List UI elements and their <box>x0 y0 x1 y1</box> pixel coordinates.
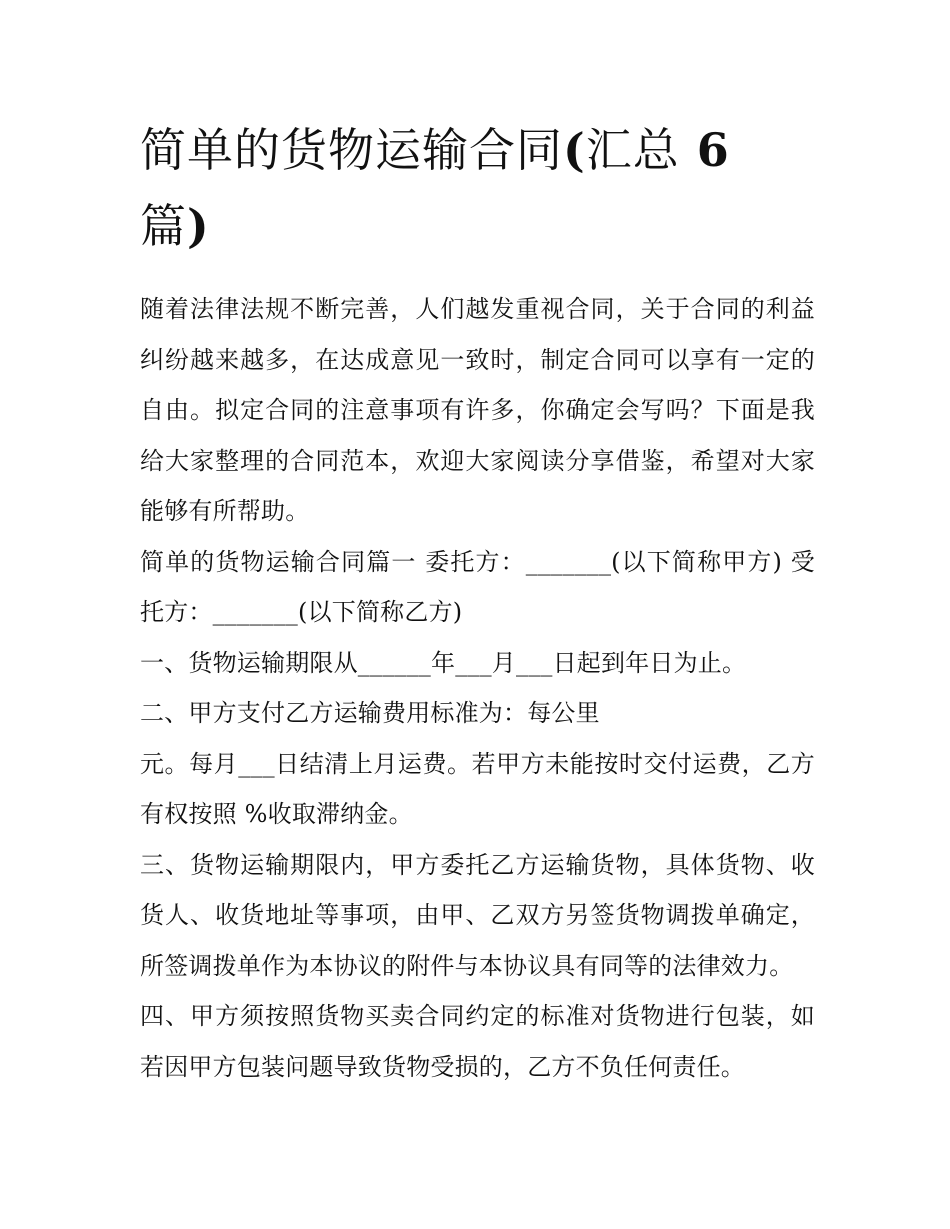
title-number: 6 <box>679 123 730 177</box>
document-title <box>140 112 815 264</box>
contract-parties-paragraph: 简单的货物运输合同篇一 委托方：_______(以下简称甲方) 受托方：_______(以下简称乙方) <box>140 547 815 626</box>
intro-paragraph: 随着法律法规不断完善，人们越发重视合同，关于合同的利益纠纷越来越多，在达成意见一致时，制定合同可以享有一定的自由。拟定合同的注意事项有许多，你确定会写吗？下面是我给大家整理的合同范本，欢迎大家阅读分享借鉴，希望对大家能够有所帮助。 <box>140 295 815 525</box>
title-paren: ( <box>563 123 586 177</box>
clause-1-paragraph: 一、货物运输期限从______年___月___日起到年日为止。 <box>140 648 747 677</box>
clause-3-paragraph: 三、货物运输期限内，甲方委托乙方运输货物，具体货物、收货人、收货地址等事项，由甲、乙双方另签货物调拨单确定，所签调拨单作为本协议的附件与本协议具有同等的法律效力。 <box>140 850 815 980</box>
title-close: ) <box>187 199 210 253</box>
document-body <box>140 284 815 1092</box>
clause-2-paragraph: 二、甲方支付乙方运输费用标准为：每公里 <box>140 699 600 727</box>
title-suffix: 汇总 <box>585 123 680 177</box>
clause-4-paragraph: 四、甲方须按照货物买卖合同约定的标准对货物进行包装，如若因甲方包装问题导致货物受损的，乙方不负任何责任。 <box>140 1002 815 1081</box>
title-main: 简单的货物运输合同 <box>140 123 563 177</box>
title-line2: 篇 <box>140 199 187 253</box>
document-content <box>140 112 815 1092</box>
clause-2-continued-paragraph: 元。每月___日结清上月运费。若甲方未能按时交付运费，乙方有权按照 %收取滞纳金。 <box>140 749 815 828</box>
